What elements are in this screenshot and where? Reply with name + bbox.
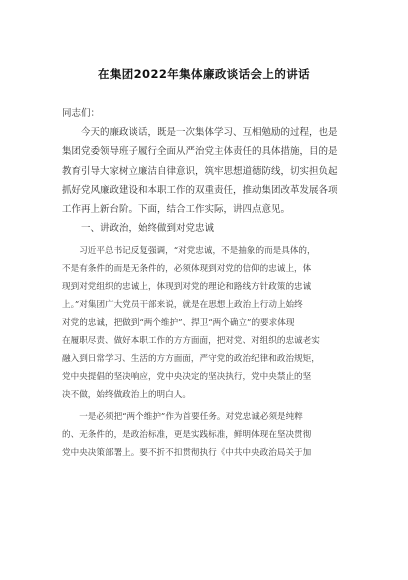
paragraph-line: 教育引导大家树立廉洁自律意识，筑牢思想道德防线，切实担负起	[62, 165, 338, 177]
paragraph-line: 党中央决策部署上。要不折不扣贯彻执行《中共中央政治局关于加	[62, 448, 312, 459]
paragraph	[62, 242, 352, 404]
document-body	[62, 104, 352, 462]
salutation: 同志们：	[62, 108, 101, 119]
paragraph-line: 现到对党组织的忠诚上，体现到对党的理论和路线方针政策的忠诚	[62, 282, 312, 293]
paragraph-line: 对党的忠诚，把做到“两个维护”、捍卫“两个确立”的要求体现	[62, 318, 295, 329]
paragraph-line: 党中央提倡的坚决响应，党中央决定的坚决执行，党中央禁止的坚	[62, 372, 312, 383]
paragraph-line: 上。”对集团广大党员干部来说，就是在思想上政治上行动上始终	[62, 300, 303, 311]
paragraph-line: 抓好党风廉政建设和本职工作的双重责任，推动集团改革发展各项	[62, 184, 338, 196]
paragraph-line: 在履职尽责、做好本职工作的方方面面，把对党、对组织的忠诚老实	[62, 336, 320, 347]
paragraph-line: 集团党委领导班子履行全面从严治党主体责任的具体措施，目的是	[62, 146, 338, 158]
paragraph-line: 的、无条件的，是政治标准，更是实践标准，鲜明体现在坚决贯彻	[62, 430, 312, 441]
paragraph-line: 工作再上新台阶。下面，结合工作实际，讲四点意见。	[62, 203, 291, 215]
paragraph-line: 习近平总书记反复强调，“对党忠诚，不是抽象的而是具体的，	[79, 246, 316, 257]
section-heading-line: 一、讲政治，始终做到对党忠诚	[81, 223, 215, 235]
paragraph-line: 决不做，始终做政治上的明白人。	[62, 390, 191, 401]
paragraph-line: 今天的廉政谈话，既是一次集体学习、互相勉励的过程，也是	[81, 127, 338, 139]
document-title: 在集团2022年集体廉政谈话会上的讲话	[97, 67, 311, 81]
paragraph-line: 融入到日常学习、生活的方方面面，严守党的政治纪律和政治规矩，	[62, 354, 320, 365]
paragraph-line: 一是必须把“两个维护”作为首要任务。对党忠诚必须是纯粹	[79, 412, 303, 423]
paragraph	[62, 123, 352, 219]
paragraph-line: 不是有条件的而是无条件的，必须体现到对党的信仰的忠诚上，体	[62, 264, 312, 275]
section-heading	[62, 219, 352, 238]
paragraph	[62, 408, 352, 462]
